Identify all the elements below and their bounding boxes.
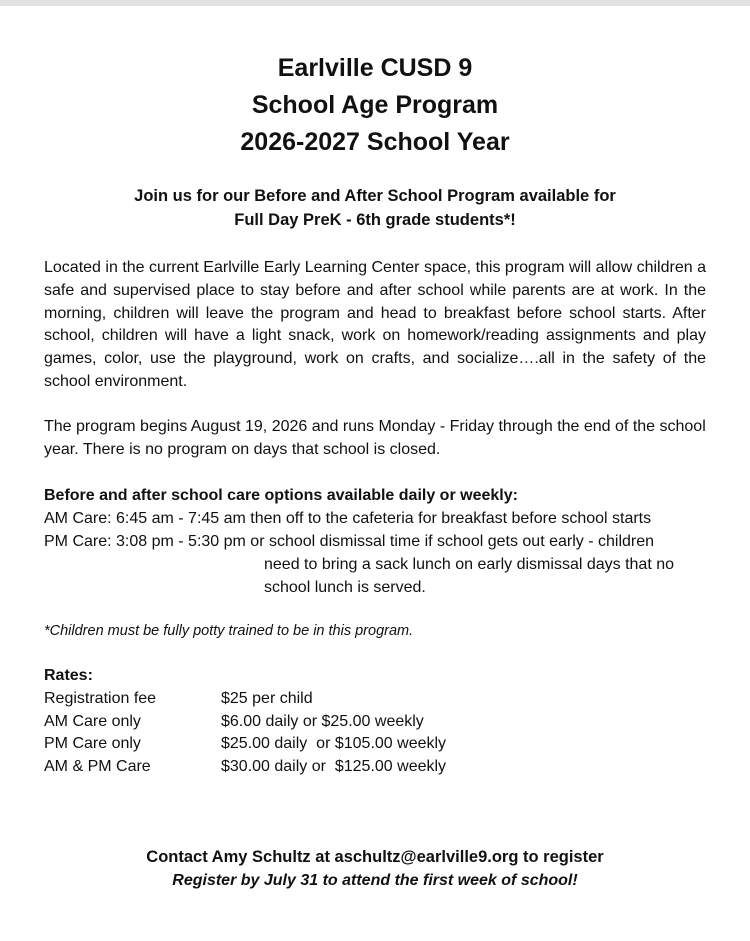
rate-label: AM Care only [44,712,141,730]
intro-line-2: Full Day PreK - 6th grade students*! [234,211,516,229]
rate-label: AM & PM Care [44,758,151,776]
top-border [0,0,750,6]
rate-row [44,733,446,756]
rate-value: $30.00 daily or $125.00 weekly [221,758,447,776]
rate-label: PM Care only [44,735,141,753]
rate-row [44,756,446,779]
pm-care-continuation-1: need to bring a sack lunch on early dismissal days that no [264,556,675,573]
program-description: Located in the current Earlville Early Learning Center space, this program will allow children a safe and supervised place to stay before and after school while parents are at work. In the morning, children will leave the program and head to breakfast before school starts. After school, children will have a light snack, work on homework/reading assignments and play games, color, use the playground, work on crafts, and socialize….all in the safety of the school environment. [44,259,706,390]
contact-line: Contact Amy Schultz at aschultz@earlville9.org to register [146,848,604,866]
registration-deadline: Register by July 31 to attend the first week of school! [172,872,578,889]
rates-heading: Rates: [44,667,93,684]
program-title: School Age Program [251,91,499,119]
rate-value: $25 per child [221,689,313,707]
document-header [0,50,750,161]
rate-row [44,711,446,734]
contact-footer [0,845,750,893]
pm-care-line: PM Care: 3:08 pm - 5:30 pm or school dismissal time if school gets out early - children [44,533,655,550]
potty-training-note: *Children must be fully potty trained to be in this program. [44,623,414,639]
district-title: Earlville CUSD 9 [277,54,473,82]
rate-row [44,688,446,711]
pm-care-continuation-2: school lunch is served. [264,579,426,596]
intro-line-1: Join us for our Before and After School Program available for [134,187,616,205]
care-options-heading: Before and after school care options available daily or weekly: [44,487,518,504]
rate-value: $6.00 daily or $25.00 weekly [221,712,424,730]
care-options [44,484,724,599]
program-schedule: The program begins August 19, 2026 and runs Monday - Friday through the end of the school year. There is no program on days that school is closed. [44,418,706,458]
am-care-line: AM Care: 6:45 am - 7:45 am then off to the cafeteria for breakfast before school starts [44,510,652,527]
rate-value: $25.00 daily or $105.00 weekly [221,735,447,753]
rates-section [44,665,446,779]
school-year-title: 2026-2027 School Year [240,128,510,156]
rate-label: Registration fee [44,689,157,707]
intro-section [0,184,750,232]
